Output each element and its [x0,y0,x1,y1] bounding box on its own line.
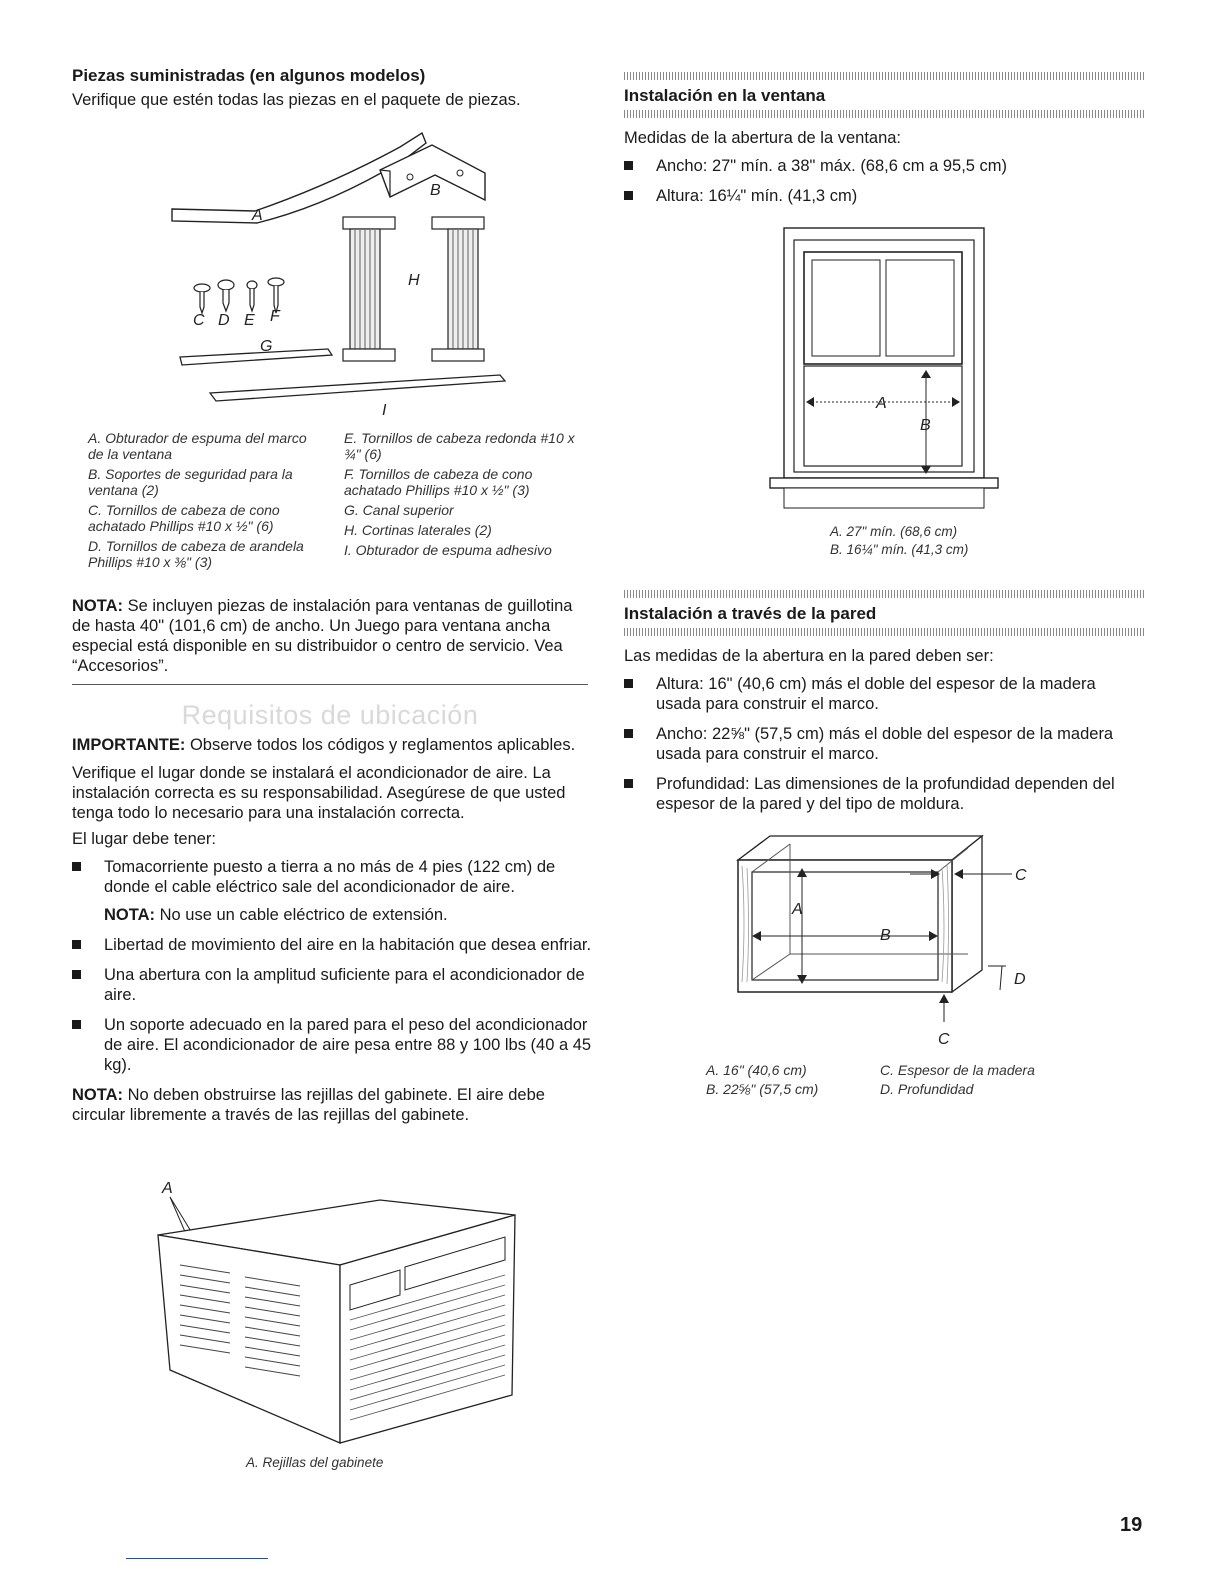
label-a: A [252,207,263,224]
nota-parts [72,596,592,676]
list-item: Altura: 16" (40,6 cm) más el doble del espesor de la madera usada para construir el marco. [624,674,1144,714]
window-caption [830,524,968,558]
divider [624,628,1144,636]
list-item: Tomacorriente puesto a tierra a no más de 4 pies (122 cm) de donde el cable eléctrico sale del acondicionador de aire. [72,857,592,897]
parts-item: H. Cortinas laterales (2) [344,522,492,538]
list-item: Altura: 16¼" mín. (41,3 cm) [624,186,1144,206]
label-g: G [260,338,273,355]
importante-label: IMPORTANTE: [72,736,186,754]
ac-caption: A. Rejillas del gabinete [246,1455,384,1470]
side-curtains-h [343,217,484,361]
nota-label: NOTA: [72,1086,124,1104]
window-intro: Medidas de la abertura de la ventana: [624,129,902,147]
parts-item: E. Tornillos de cabeza redonda #10 x ¾" (6) [344,430,575,462]
window-install-heading-wrap [624,86,825,106]
wall-frame-diagram [730,832,1040,1052]
parts-item: D. Tornillos de cabeza de arandela Phillips #10 x ⅜" (3) [88,538,304,570]
section-title: Requisitos de ubicación [181,700,479,730]
label-d: D [1014,971,1026,988]
window-install-heading: Instalación en la ventana [624,86,826,105]
label-i: I [382,402,387,419]
label-a: A [162,1180,173,1197]
label-a: A [792,901,803,918]
wall-intro: Las medidas de la abertura en la pared deben ser: [624,647,994,665]
parts-section [72,66,592,110]
divider [624,110,1144,118]
label-c-top: C [1015,867,1027,884]
place-intro: El lugar debe tener: [72,830,217,848]
parts-item: F. Tornillos de cabeza de cono achatado Phillips #10 x ½" (3) [344,466,533,498]
list-item: Profundidad: Las dimensiones de la profundidad dependen del espesor de la pared y del tipo de moldura. [624,774,1144,814]
divider [624,72,1144,80]
location-requirements [72,735,592,1125]
label-f: F [270,308,280,325]
caption-d: D. Profundidad [880,1081,974,1097]
list-item: Ancho: 22⅝" (57,5 cm) más el doble del espesor de la madera usada para construir el marco. [624,724,1144,764]
nota-text: No use un cable eléctrico de extensión. [155,906,448,924]
caption-c: C. Espesor de la madera [880,1062,1035,1078]
air-conditioner-illustration [150,1175,530,1450]
parts-item: B. Soportes de seguridad para la ventana (2) [88,466,293,498]
nota-label: NOTA: [72,597,124,615]
wall-measurements [624,646,1144,814]
importante-text: Observe todos los códigos y reglamentos aplicables. [185,736,576,754]
wall-caption-col2 [880,1062,1035,1097]
list-item: Libertad de movimiento del aire en la habitación que desea enfriar. [72,935,592,955]
label-c: C [193,312,205,329]
caption-a: A. 27" mín. (68,6 cm) [830,524,958,539]
wall-install-heading-wrap [624,604,876,624]
caption-b: B. 22⅝" (57,5 cm) [706,1081,819,1097]
footer-rule [126,1558,268,1559]
list-item: Ancho: 27" mín. a 38" máx. (68,6 cm a 95,5 cm) [624,156,1144,176]
label-c-bottom: C [938,1031,950,1048]
nota-label: NOTA: [104,906,156,924]
divider [624,590,1144,598]
wall-caption-col1 [706,1062,818,1097]
requirements-list [72,857,592,897]
parts-illustration [160,125,520,420]
parts-heading: Piezas suministradas (en algunos modelos) [72,66,426,85]
label-b: B [880,927,891,944]
wall-install-heading: Instalación a través de la pared [624,604,877,623]
label-a: A [876,395,887,412]
window-measurements [624,128,1144,206]
parts-item: I. Obturador de espuma adhesivo [344,542,552,558]
list-item: Una abertura con la amplitud suficiente para el acondicionador de aire. [72,965,592,1005]
parts-intro: Verifique que estén todas las piezas en el paquete de piezas. [72,91,521,109]
label-e: E [244,312,255,329]
label-b: B [430,182,441,199]
parts-list-col2 [344,430,584,558]
page-number: 19 [1120,1514,1143,1536]
caption-a: A. 16" (40,6 cm) [706,1062,807,1078]
nota-text: No deben obstruirse las rejillas del gabinete. El aire debe circular libremente a través de las rejillas del gabinete. [72,1086,545,1124]
divider [72,684,588,685]
parts-item: G. Canal superior [344,502,454,518]
top-channel-g [180,349,332,365]
adhesive-foam-i [210,375,505,401]
nota-text: Se incluyen piezas de instalación para ventanas de guillotina de hasta 40" (101,6 cm) de ancho. Un Juego para ventana ancha especial está disponible en su distribuidor o centro de servicio. Vea “Accesorios”. [72,597,573,675]
parts-item: C. Tornillos de cabeza de cono achatado Phillips #10 x ½" (6) [88,502,280,534]
verify-text: Verifique el lugar donde se instalará el acondicionador de aire. La instalación correcta es su responsabilidad. Asegúrese de que usted tenga todo lo necesario para una instalación correcta. [72,764,566,822]
window-opening-diagram [768,226,1000,511]
list-item: Un soporte adecuado en la pared para el peso del acondicionador de aire. El acondicionador de aire pesa entre 88 y 100 lbs (40 a 45 kg). [72,1015,592,1075]
parts-item: A. Obturador de espuma del marco de la ventana [88,430,307,462]
label-h: H [408,272,420,289]
caption-b: B. 16¼" mín. (41,3 cm) [830,542,969,557]
parts-list-col1 [88,430,313,570]
label-b: B [920,417,931,434]
label-d: D [218,312,230,329]
